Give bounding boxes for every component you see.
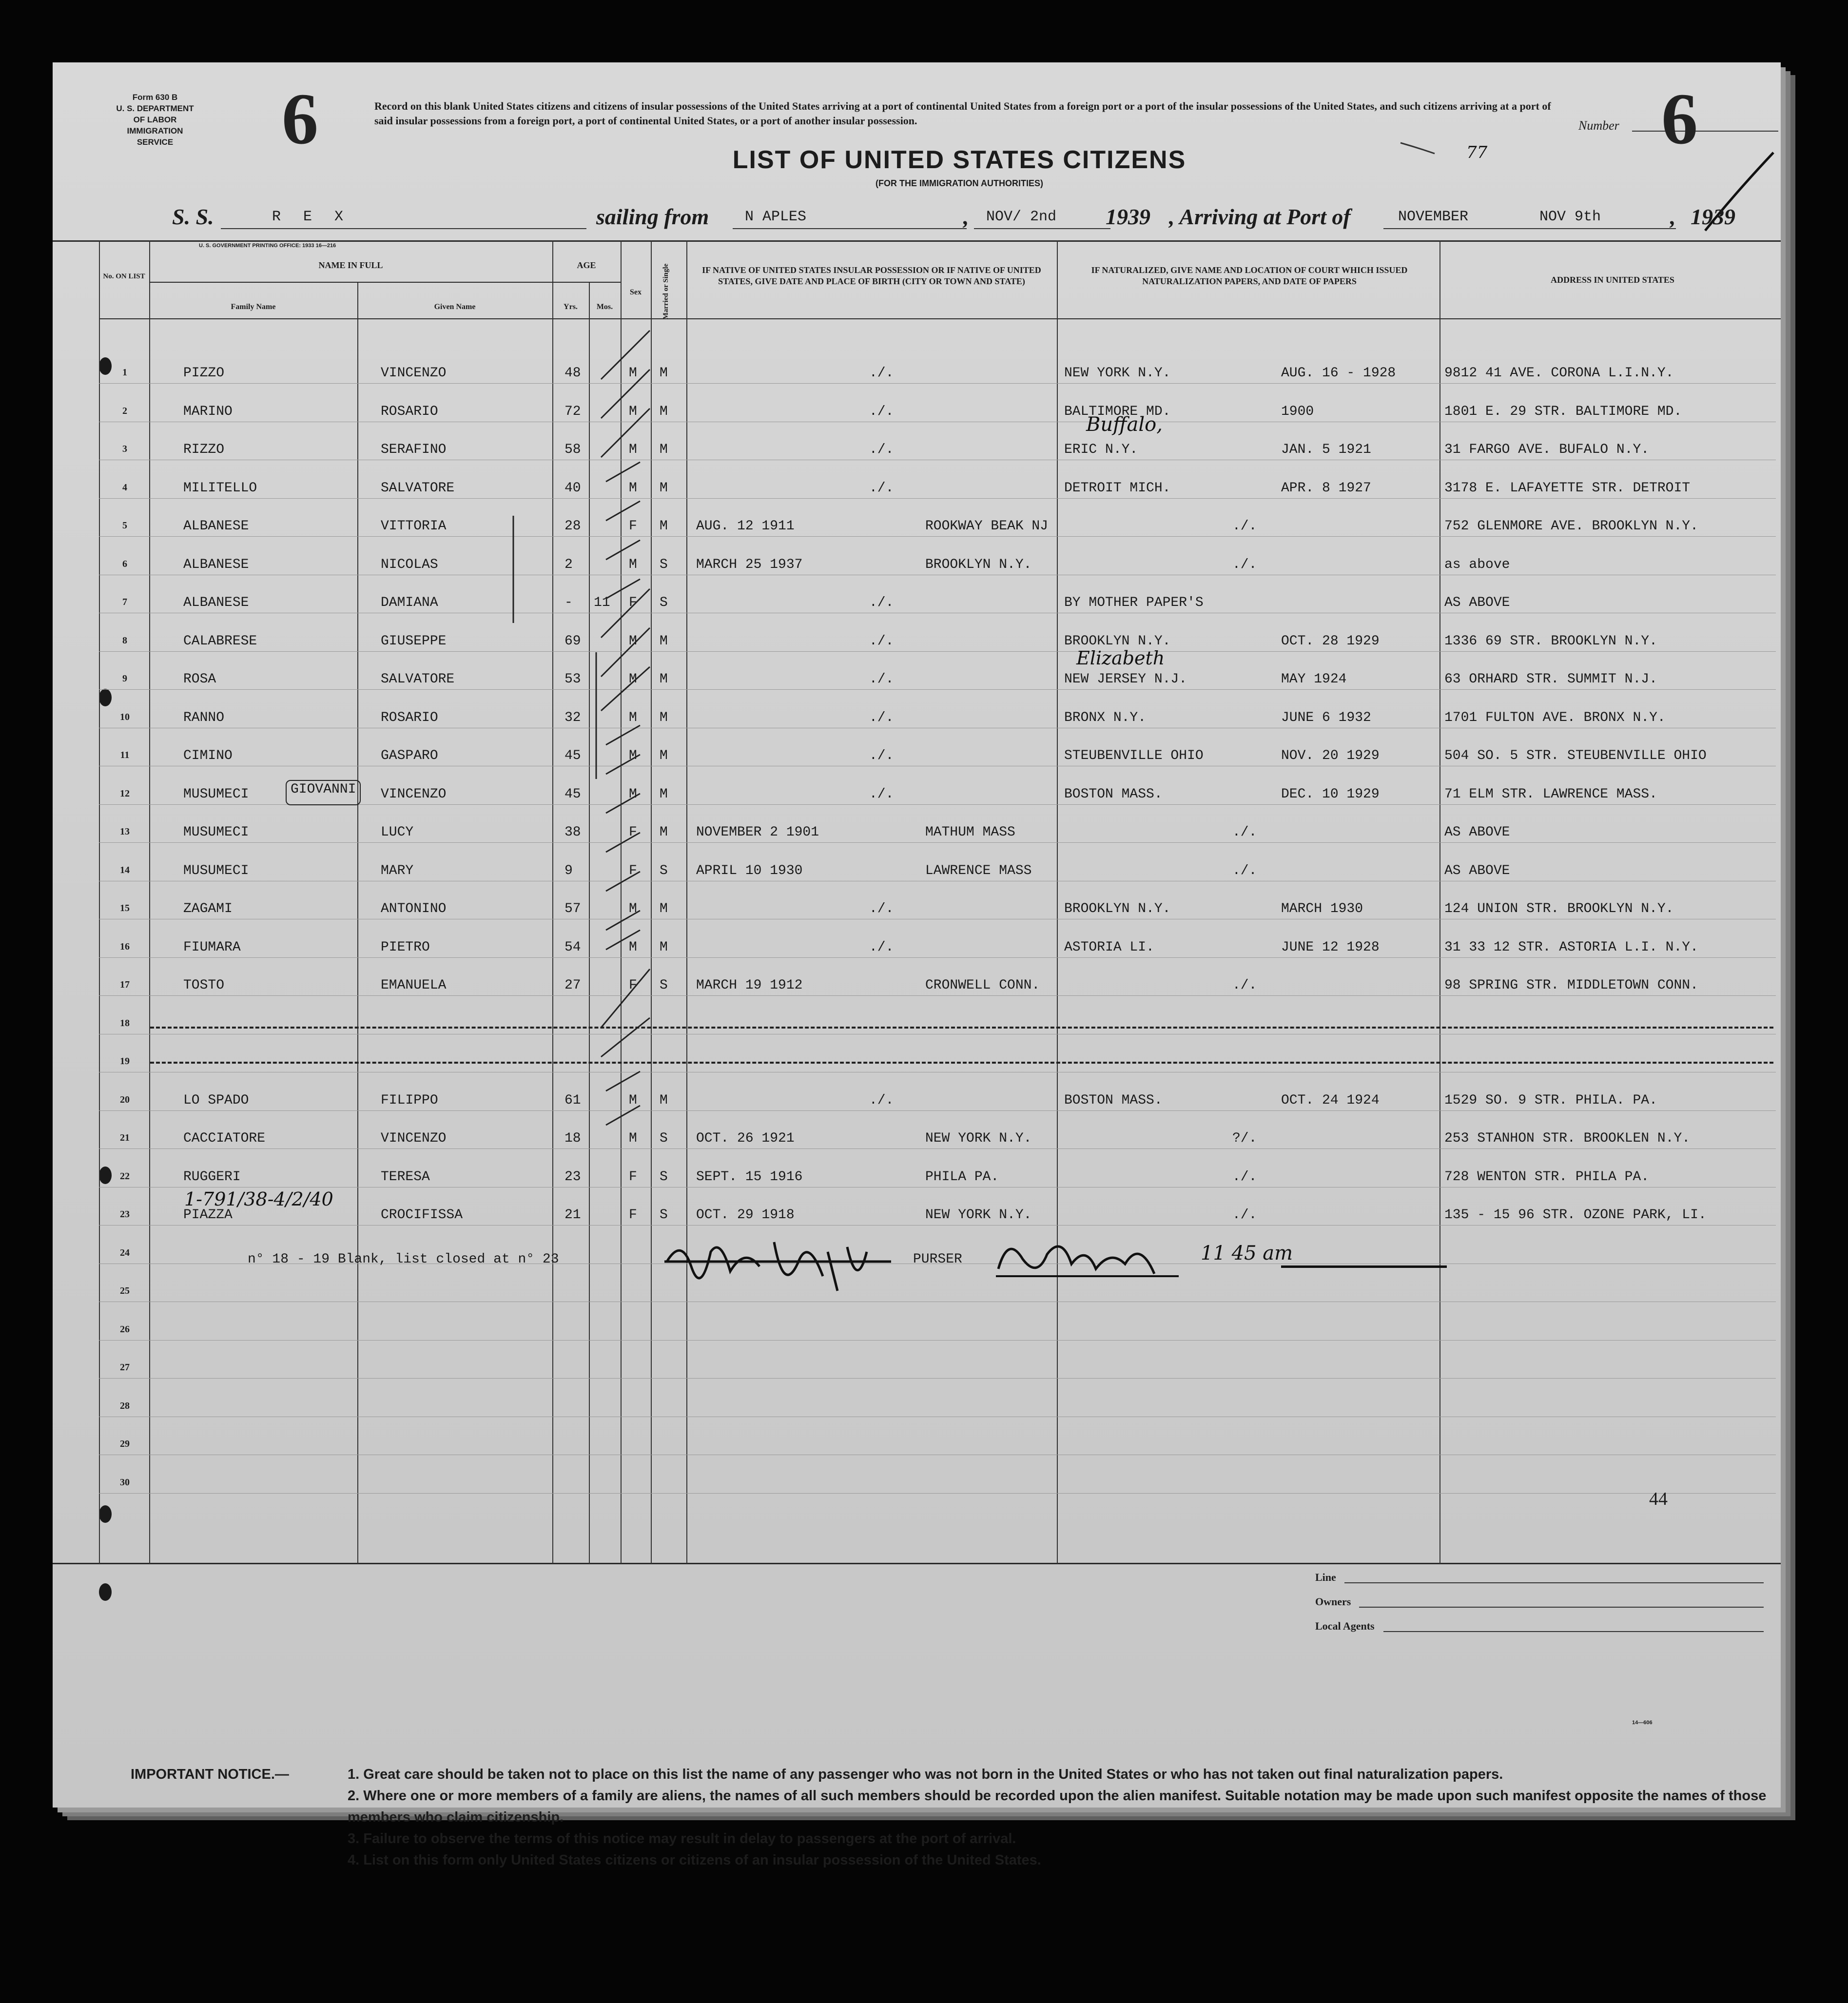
row-number: 19 bbox=[120, 1056, 130, 1067]
sex: F bbox=[629, 1207, 637, 1223]
service: IMMIGRATION SERVICE bbox=[127, 126, 183, 147]
ruled-line bbox=[99, 1493, 1776, 1494]
family-name: ROSA bbox=[183, 672, 216, 687]
col-naturalized: IF NATURALIZED, GIVE NAME AND LOCATION OF COURT WHICH ISSUED NATURALIZATION PAPERS, AND DATE OF PAPERS bbox=[1091, 265, 1408, 286]
family-name: ZAGAMI bbox=[183, 901, 233, 916]
birth-date: NOVEMBER 2 1901 bbox=[696, 825, 819, 840]
corner-code: 14—606 bbox=[1632, 1720, 1653, 1726]
sex: M bbox=[629, 442, 637, 457]
ss-label: S. S. bbox=[172, 204, 214, 229]
arriving-label: , Arriving at Port of bbox=[1169, 204, 1351, 229]
address: 1336 69 STR. BROOKLYN N.Y. bbox=[1444, 633, 1657, 649]
papers-date: MARCH 1930 bbox=[1281, 901, 1363, 916]
row-number: 21 bbox=[120, 1132, 130, 1143]
form-identifier bbox=[114, 92, 196, 148]
record-instructions: Record on this blank United States citizens and citizens of insular possessions of the United States arriving at a port of continental United States from a foreign port or a port of the insular possessions of the United States, and such citizens arriving at a port of said insular possessions from a foreign port, a port of continental United States, or a port of another insular possession. bbox=[374, 100, 1551, 127]
papers-date: ./. bbox=[1232, 825, 1257, 840]
mark-77: 77 bbox=[1466, 143, 1488, 162]
given-name: ROSARIO bbox=[381, 404, 438, 419]
given-name: ROSARIO bbox=[381, 710, 438, 725]
row-number: 7 bbox=[122, 597, 127, 607]
given-name: SALVATORE bbox=[381, 672, 455, 687]
row-number: 10 bbox=[120, 711, 130, 722]
birth-place: NEW YORK N.Y. bbox=[925, 1131, 1032, 1146]
birth-place: ./. bbox=[869, 901, 894, 916]
notice-item: 3. Failure to observe the terms of this notice may result in delay to passengers at the port of arrival. bbox=[348, 1831, 1016, 1847]
sailing-label: sailing from bbox=[596, 204, 709, 229]
address: 63 ORHARD STR. SUMMIT N.J. bbox=[1444, 672, 1657, 687]
address: 504 SO. 5 STR. STEUBENVILLE OHIO bbox=[1444, 748, 1707, 763]
family-name: RIZZO bbox=[183, 442, 225, 457]
sex: M bbox=[629, 939, 637, 955]
papers-date: OCT. 28 1929 bbox=[1281, 633, 1380, 649]
sex: F bbox=[629, 595, 637, 610]
row-number: 18 bbox=[120, 1017, 130, 1029]
row-number: 8 bbox=[122, 635, 127, 646]
birth-place: ./. bbox=[869, 710, 894, 725]
papers-date: ./. bbox=[1232, 1207, 1257, 1223]
birth-date: OCT. 29 1918 bbox=[696, 1207, 795, 1223]
row-number: 3 bbox=[122, 444, 127, 454]
sex: F bbox=[629, 519, 637, 534]
papers-date: AUG. 16 - 1928 bbox=[1281, 366, 1396, 381]
family-name: MILITELLO bbox=[183, 480, 257, 496]
given-name: GASPARO bbox=[381, 748, 438, 763]
address: 98 SPRING STR. MIDDLETOWN CONN. bbox=[1444, 978, 1698, 993]
birth-place: ./. bbox=[869, 1092, 894, 1108]
family-name: CIMINO bbox=[183, 748, 233, 763]
birth-place: ./. bbox=[869, 672, 894, 687]
ruled-line bbox=[99, 1148, 1776, 1149]
printer-note: U. S. GOVERNMENT PRINTING OFFICE: 1933 16—216 bbox=[199, 243, 336, 249]
birth-date: MARCH 19 1912 bbox=[696, 978, 803, 993]
papers-date: ./. bbox=[1232, 978, 1257, 993]
papers-date: DEC. 10 1929 bbox=[1281, 786, 1380, 802]
age-years: 21 bbox=[564, 1207, 581, 1223]
marital-status: M bbox=[660, 633, 668, 649]
pencil-stroke-icon bbox=[1398, 138, 1437, 157]
birth-place: ./. bbox=[869, 595, 894, 610]
age-years: - bbox=[564, 595, 573, 610]
age-years: 69 bbox=[564, 633, 581, 649]
age-years: 72 bbox=[564, 404, 581, 419]
court-location: BROOKLYN N.Y. bbox=[1064, 633, 1171, 649]
col-family-name: Family Name bbox=[231, 303, 276, 311]
row-number: 6 bbox=[122, 558, 127, 569]
given-name: MARY bbox=[381, 863, 414, 878]
ruled-line bbox=[99, 498, 1776, 499]
birth-date: SEPT. 15 1916 bbox=[696, 1169, 803, 1185]
address: 752 GLENMORE AVE. BROOKLYN N.Y. bbox=[1444, 519, 1698, 534]
form-number: Form 630 B bbox=[132, 93, 178, 102]
birth-date: AUG. 12 1911 bbox=[696, 519, 795, 534]
marital-status: M bbox=[660, 901, 668, 916]
address: AS ABOVE bbox=[1444, 825, 1510, 840]
court-location: STEUBENVILLE OHIO bbox=[1064, 748, 1204, 763]
given-name: SALVATORE bbox=[381, 480, 455, 496]
family-name: CACCIATORE bbox=[183, 1131, 266, 1146]
row-number: 29 bbox=[120, 1439, 130, 1449]
row-number: 23 bbox=[120, 1209, 130, 1220]
signature-icon bbox=[993, 1230, 1198, 1288]
birth-place: CRONWELL CONN. bbox=[925, 978, 1040, 993]
address: 253 STANHON STR. BROOKLEN N.Y. bbox=[1444, 1131, 1691, 1146]
given-name: VINCENZO bbox=[381, 366, 447, 381]
sheet-mark: 6 bbox=[282, 78, 318, 159]
row-number: 13 bbox=[120, 826, 130, 837]
ship-name: R E X bbox=[272, 209, 350, 225]
address: AS ABOVE bbox=[1444, 595, 1510, 610]
line-label: Line bbox=[1315, 1571, 1336, 1583]
family-name: MUSUMECI bbox=[183, 825, 249, 840]
birth-place: PHILA PA. bbox=[925, 1169, 999, 1185]
ruled-line bbox=[99, 957, 1776, 958]
punch-hole bbox=[99, 1583, 112, 1601]
given-name: CROCIFISSA bbox=[381, 1207, 463, 1223]
family-name: ALBANESE bbox=[183, 557, 249, 572]
row-number: 24 bbox=[120, 1247, 130, 1258]
page-subtitle: (FOR THE IMMIGRATION AUTHORITIES) bbox=[875, 178, 1043, 188]
age-years: 9 bbox=[564, 863, 573, 878]
given-name: GIUSEPPE bbox=[381, 633, 447, 649]
birth-place: ./. bbox=[869, 442, 894, 457]
address: 31 FARGO AVE. BUFALO N.Y. bbox=[1444, 442, 1650, 457]
birth-place: MATHUM MASS bbox=[925, 825, 1015, 840]
row-number: 14 bbox=[120, 864, 130, 875]
department: U. S. DEPARTMENT OF LABOR bbox=[116, 104, 194, 124]
court-location: ERIC N.Y. bbox=[1064, 442, 1138, 457]
birth-date: APRIL 10 1930 bbox=[696, 863, 803, 878]
departure-port: N APLES bbox=[745, 209, 807, 225]
given-name: PIETRO bbox=[381, 939, 430, 955]
sex: M bbox=[629, 633, 637, 649]
family-name: LO SPADO bbox=[183, 1092, 249, 1108]
given-name: ANTONINO bbox=[381, 901, 447, 916]
marital-status: M bbox=[660, 672, 668, 687]
sex: M bbox=[629, 1092, 637, 1108]
col-sex: Sex bbox=[630, 288, 642, 296]
age-years: 53 bbox=[564, 672, 581, 687]
sex: M bbox=[629, 1131, 637, 1146]
row-number: 1 bbox=[122, 367, 127, 378]
given-name: SERAFINO bbox=[381, 442, 447, 457]
row-number: 20 bbox=[120, 1094, 130, 1105]
family-name: MARINO bbox=[183, 404, 233, 419]
given-name: NICOLAS bbox=[381, 557, 438, 572]
marital-status: M bbox=[660, 939, 668, 955]
row-number: 16 bbox=[120, 941, 130, 952]
col-yrs: Yrs. bbox=[564, 303, 578, 311]
row-number: 15 bbox=[120, 903, 130, 914]
birth-place: ./. bbox=[869, 404, 894, 419]
family-name: FIUMARA bbox=[183, 939, 241, 955]
sex: F bbox=[629, 825, 637, 840]
papers-date: OCT. 24 1924 bbox=[1281, 1092, 1380, 1108]
row-number: 17 bbox=[120, 979, 130, 990]
address: as above bbox=[1444, 557, 1510, 572]
birth-place: ROOKWAY BEAK NJ bbox=[925, 519, 1049, 534]
sex: M bbox=[629, 748, 637, 763]
annotation-elizabeth: Elizabeth bbox=[1076, 647, 1165, 669]
annotation-buffalo: Buffalo, bbox=[1086, 413, 1163, 436]
marital-status: M bbox=[660, 519, 668, 534]
col-address: ADDRESS IN UNITED STATES bbox=[1551, 275, 1674, 285]
court-location: BALTIMORE MD. bbox=[1064, 404, 1171, 419]
col-given-name: Given Name bbox=[434, 303, 476, 311]
given-name: LUCY bbox=[381, 825, 414, 840]
arrival-date: NOV 9th bbox=[1539, 209, 1601, 225]
ruled-line bbox=[99, 995, 1776, 996]
notice-item: 4. List on this form only United States citizens or citizens of an insular possession of the United States. bbox=[348, 1852, 1041, 1868]
marital-status: M bbox=[660, 1092, 668, 1108]
age-years: 28 bbox=[564, 519, 581, 534]
family-name: PIZZO bbox=[183, 366, 225, 381]
birth-place: LAWRENCE MASS bbox=[925, 863, 1032, 878]
marital-status: S bbox=[660, 557, 668, 572]
row-number: 26 bbox=[120, 1323, 130, 1335]
age-years: 2 bbox=[564, 557, 573, 572]
bracket-line-icon bbox=[594, 647, 613, 784]
ruled-line bbox=[99, 689, 1776, 690]
sex: M bbox=[629, 480, 637, 496]
page-title: LIST OF UNITED STATES CITIZENS bbox=[732, 146, 1187, 174]
ruled-line bbox=[99, 1340, 1776, 1341]
age-years: 57 bbox=[564, 901, 581, 916]
marital-status: M bbox=[660, 710, 668, 725]
birth-date: MARCH 25 1937 bbox=[696, 557, 803, 572]
punch-hole bbox=[99, 1505, 112, 1523]
row-number: 9 bbox=[122, 673, 127, 684]
marital-status: S bbox=[660, 978, 668, 993]
given-name: EMANUELA bbox=[381, 978, 447, 993]
row-number: 4 bbox=[122, 482, 127, 493]
birth-place: ./. bbox=[869, 939, 894, 955]
age-years: 32 bbox=[564, 710, 581, 725]
given-name: DAMIANA bbox=[381, 595, 438, 610]
age-years: 58 bbox=[564, 442, 581, 457]
court-location: BOSTON MASS. bbox=[1064, 1092, 1163, 1108]
age-years: 38 bbox=[564, 825, 581, 840]
marital-status: M bbox=[660, 748, 668, 763]
sex: F bbox=[629, 863, 637, 878]
court-location: NEW YORK N.Y. bbox=[1064, 366, 1171, 381]
marital-status: S bbox=[660, 1169, 668, 1185]
col-married-single: Married or Single bbox=[662, 263, 670, 320]
sex: M bbox=[629, 710, 637, 725]
closing-time: 11 45 am bbox=[1201, 1242, 1293, 1264]
court-location: BROOKLYN N.Y. bbox=[1064, 901, 1171, 916]
family-name: TOSTO bbox=[183, 978, 225, 993]
address: 31 33 12 STR. ASTORIA L.I. N.Y. bbox=[1444, 939, 1698, 955]
papers-date: ?/. bbox=[1232, 1131, 1257, 1146]
family-name: MUSUMECI bbox=[183, 786, 249, 802]
marital-status: M bbox=[660, 480, 668, 496]
bracket-line-icon bbox=[506, 511, 521, 628]
address: AS ABOVE bbox=[1444, 863, 1510, 878]
papers-date: ./. bbox=[1232, 519, 1257, 534]
papers-date: JUNE 6 1932 bbox=[1281, 710, 1371, 725]
sex: M bbox=[629, 404, 637, 419]
birth-place: ./. bbox=[869, 786, 894, 802]
sex: F bbox=[629, 978, 637, 993]
papers-date: MAY 1924 bbox=[1281, 672, 1347, 687]
papers-date: APR. 8 1927 bbox=[1281, 480, 1371, 496]
marital-status: S bbox=[660, 1207, 668, 1223]
sex: M bbox=[629, 557, 637, 572]
row-number: 30 bbox=[120, 1477, 130, 1488]
birth-place: NEW YORK N.Y. bbox=[925, 1207, 1032, 1223]
marital-status: M bbox=[660, 786, 668, 802]
col-no: No. ON LIST bbox=[103, 272, 145, 280]
notice-item: 1. Great care should be taken not to place on this list the name of any passenger who was not born in the United States or who has not taken out final naturalization papers. bbox=[348, 1767, 1503, 1782]
given-name: VINCENZO bbox=[381, 1131, 447, 1146]
punch-hole bbox=[99, 689, 112, 706]
row-number: 2 bbox=[122, 405, 127, 416]
marital-status: S bbox=[660, 863, 668, 878]
sex: F bbox=[629, 1169, 637, 1185]
family-name: RANNO bbox=[183, 710, 225, 725]
sex: M bbox=[629, 672, 637, 687]
given-name: VITTORIA bbox=[381, 519, 447, 534]
age-years: 45 bbox=[564, 748, 581, 763]
age-years: 18 bbox=[564, 1131, 581, 1146]
given-name: FILIPPO bbox=[381, 1092, 438, 1108]
row-number: 25 bbox=[120, 1285, 130, 1296]
sail-year: 1939 bbox=[1106, 204, 1150, 229]
family-name: RUGGERI bbox=[183, 1169, 241, 1185]
address: 9812 41 AVE. CORONA L.I.N.Y. bbox=[1444, 366, 1674, 381]
papers-date: JAN. 5 1921 bbox=[1281, 442, 1371, 457]
birth-place: ./. bbox=[869, 480, 894, 496]
annotation-giovanni: GIOVANNI bbox=[291, 782, 356, 797]
ruled-line bbox=[99, 842, 1776, 843]
row-number: 11 bbox=[120, 750, 130, 760]
address: 3178 E. LAFAYETTE STR. DETROIT bbox=[1444, 480, 1691, 496]
court-location: DETROIT MICH. bbox=[1064, 480, 1171, 496]
family-name: PIAZZA bbox=[183, 1207, 233, 1223]
age-years: 48 bbox=[564, 366, 581, 381]
birth-place: ./. bbox=[869, 748, 894, 763]
address: 71 ELM STR. LAWRENCE MASS. bbox=[1444, 786, 1657, 802]
marital-status: M bbox=[660, 404, 668, 419]
marital-status: M bbox=[660, 825, 668, 840]
number-label: Number bbox=[1578, 118, 1619, 133]
marital-status: S bbox=[660, 595, 668, 610]
age-years: 54 bbox=[564, 939, 581, 955]
page-count: 44 bbox=[1649, 1489, 1668, 1509]
age-years: 61 bbox=[564, 1092, 581, 1108]
notice-lead: IMPORTANT NOTICE.— bbox=[131, 1767, 289, 1782]
sex: M bbox=[629, 366, 637, 381]
agents-label: Local Agents bbox=[1315, 1620, 1375, 1632]
birth-date: OCT. 26 1921 bbox=[696, 1131, 795, 1146]
address: 124 UNION STR. BROOKLYN N.Y. bbox=[1444, 901, 1674, 916]
col-native-birth: IF NATIVE OF UNITED STATES INSULAR POSSESSION OR IF NATIVE OF UNITED STATES, GIVE DATE AND PLACE OF BIRTH (CITY OR TOWN AND STATE) bbox=[702, 265, 1041, 286]
papers-date: ./. bbox=[1232, 557, 1257, 572]
court-location: BOSTON MASS. bbox=[1064, 786, 1163, 802]
row-number: 22 bbox=[120, 1170, 130, 1182]
age-years: 40 bbox=[564, 480, 581, 496]
family-name: MUSUMECI bbox=[183, 863, 249, 878]
row-number: 28 bbox=[120, 1400, 130, 1411]
annotation-row-23: 1-791/38-4/2/40 bbox=[184, 1188, 333, 1210]
birth-place: ./. bbox=[869, 633, 894, 649]
ruled-line bbox=[99, 651, 1776, 652]
given-name: VINCENZO bbox=[381, 786, 447, 802]
court-location: NEW JERSEY N.J. bbox=[1064, 672, 1187, 687]
blank-row-19-cancel bbox=[150, 1062, 1773, 1064]
closing-line: n° 18 - 19 Blank, list closed at n° 23 bbox=[248, 1252, 559, 1267]
manifest-page: Form 630 B U. S. DEPARTMENT OF LABOR IMMIGRATION SERVICE 6 Record on this blank United States citizens and citizens of insular possessions of the United States arriving at a port of continental United States from a foreign port or a port of the insular possessions of the United States, and such citizens arriving at a port of said insular possessions from a foreign port, a port of continental United States, or a port of another insular possession. LIST OF UNITED STATES CITIZENS (FOR THE IMMIGRATION AUTHORITIES) Number 6 77 S. S. R E X sailing from N APLES , NOV/ 2nd 1939 , Arriving at Port of NOVEMBER NOV 9th , 1939 U. S. GOVERNMENT PRINTING OFFICE: 1933 16—216 No. ON LIST NAME IN FULL Family Name Given Name AGE Yrs. Mos. Sex Married or Single IF NATIVE OF UNITED STATES INSULAR POSSESSION OR IF NATIVE OF UNITED STATES, GIVE DATE AND PLACE OF BIRTH (CITY OR TOWN AND STATE) IF NATURALIZED, GIVE NAME AND LOCATION OF COURT WHICH ISSUED NATURALIZATION PAPERS, AND DATE OF PAPERS ADDRESS IN UNITED STATES 1 2 3 4 5 6 7 8 9 10 11 12 13 14 15 16 17 18 19 20 21 22 23 24 25 26 27 28 29 30 PIZZO VINCENZO 48 M M ./. NEW YORK N.Y. AUG. 16 - 1928 9812 41 AVE. CORONA L.I.N.Y. MARINO ROSARIO 72 M M ./. BALTIMORE MD. 1900 1801 E. 29 STR. BALTIMORE MD. RIZZO SERAFINO 58 M M ./. ERIC N.Y. JAN. 5 1921 31 FARGO AVE. BUFALO N.Y. MILITELLO SALVATORE 40 M M ./. DETROIT MICH. APR. 8 1927 3178 E. LAFAYETTE STR. DETROIT ALBANESE VITTORIA 28 F M AUG. 12 1911 ROOKWAY BEAK NJ ./. 752 GLENMORE AVE. BROOKLYN N.Y. ALBANESE NICOLAS 2 M S MARCH 25 1937 BROOKLYN N.Y. ./. as above ALBANESE DAMIANA - 11 F S ./. BY MOTHER PAPER'S AS ABOVE CALABRESE GIUSEPPE 69 M M ./. BROOKLYN N.Y. OCT. 28 1929 1336 69 STR. BROOKLYN N.Y. ROSA SALVATORE 53 M M ./. NEW JERSEY N.J. MAY 1924 63 ORHARD STR. SUMMIT N.J. RANNO ROSARIO 32 M M ./. BRONX N.Y. JUNE 6 1932 1701 FULTON AVE. BRONX N.Y. CIMINO GASPARO 45 M M ./. STEUBENVILLE OHIO NOV. 20 1929 504 SO. 5 STR. STEUBENVILLE OHIO MUSUMECI VINCENZO 45 M M ./. BOSTON MASS. DEC. 10 1929 71 ELM STR. LAWRENCE MASS. MUSUMECI LUCY 38 F M NOVEMBER 2 1901 MATHUM MASS ./. AS ABOVE MUSUMECI MARY 9 F S APRIL 10 1930 LAWRENCE MASS ./. AS ABOVE ZAGAMI ANTONINO 57 M M ./. BROOKLYN N.Y. MARCH 1930 124 UNION STR. BROOKLYN N.Y. FIUMARA PIETRO 54 M M ./. ASTORIA LI. JUNE 12 1928 31 33 12 STR. ASTORIA L.I. N.Y. TOSTO EMANUELA 27 F S MARCH 19 1912 CRONWELL CONN. ./. 98 SPRING STR. MIDDLETOWN CONN. LO SPADO FILIPPO 61 M M ./. BOSTON MASS. OCT. 24 1924 1529 SO. 9 STR. PHILA. PA. CACCIATORE VINCENZO 18 M S OCT. 26 1921 NEW YORK N.Y. ?/. 253 STANHON STR. BROOKLEN N.Y. RUGGERI TERESA 23 F S SEPT. 15 1916 PHILA PA. ./. 728 WENTON STR. PHILA PA. PIAZZA CROCIFISSA 21 F S OCT. 29 1918 NEW YORK N.Y. ./. 135 - 15 96 STR. OZONE PARK, LI. GIOVANNI Buffalo, Elizabeth 1-791/38-4/2/40 n° 18 - 19 Blank, list closed at n° 23 PURSER 11 45 am 44 Line Owners Local Agents 14—606 IMPORTANT NOTICE.— 1. Great care should be taken not to place on this list the name of any passenger who was not born in the United States or who has not taken out final naturalization papers. 2. Where one or more members of a family are aliens, the names of all such members should be recorded upon the alien manifest. Suitable notation may be made upon such manifest opposite the names of those members who claim citizenship. 3. Failure to observe the terms of this notice may result in delay to passengers at the port of arrival. 4. List on this form only United States citizens or citizens of an insular possession of the United States. bbox=[53, 62, 1781, 1808]
row-number: 27 bbox=[120, 1362, 130, 1373]
row-number: 5 bbox=[122, 520, 127, 531]
owners-label: Owners bbox=[1315, 1595, 1351, 1608]
court-location: BRONX N.Y. bbox=[1064, 710, 1147, 725]
ruled-line bbox=[99, 1110, 1776, 1111]
sex: M bbox=[629, 786, 637, 802]
marital-status: M bbox=[660, 366, 668, 381]
sex: M bbox=[629, 901, 637, 916]
marital-status: M bbox=[660, 442, 668, 457]
row-number: 12 bbox=[120, 788, 130, 799]
address: 1801 E. 29 STR. BALTIMORE MD. bbox=[1444, 404, 1682, 419]
table-top-rule bbox=[53, 240, 1781, 242]
family-name: ALBANESE bbox=[183, 595, 249, 610]
arrival-year: 1939 bbox=[1691, 204, 1735, 229]
notice-item: 2. Where one or more members of a family are aliens, the names of all such members should be recorded upon the alien manifest. Suitable notation may be made upon such manifest opposite the names of those members who claim citizenship. bbox=[348, 1788, 1767, 1825]
ruled-line bbox=[99, 383, 1776, 384]
ruled-line bbox=[99, 536, 1776, 537]
family-name: CALABRESE bbox=[183, 633, 257, 649]
given-name: TERESA bbox=[381, 1169, 430, 1185]
papers-date: ./. bbox=[1232, 863, 1257, 878]
blank-row-18-cancel bbox=[150, 1027, 1773, 1029]
age-years: 23 bbox=[564, 1169, 581, 1185]
papers-date: NOV. 20 1929 bbox=[1281, 748, 1380, 763]
address: 1701 FULTON AVE. BRONX N.Y. bbox=[1444, 710, 1666, 725]
age-months: 11 bbox=[594, 595, 610, 610]
family-name: ALBANESE bbox=[183, 519, 249, 534]
address: 728 WENTON STR. PHILA PA. bbox=[1444, 1169, 1650, 1185]
col-name-in-full: NAME IN FULL bbox=[318, 260, 383, 270]
age-years: 45 bbox=[564, 786, 581, 802]
sail-date: NOV/ 2nd bbox=[986, 209, 1057, 225]
birth-place: BROOKLYN N.Y. bbox=[925, 557, 1032, 572]
purser-label: PURSER bbox=[913, 1252, 962, 1267]
col-mos: Mos. bbox=[596, 303, 613, 311]
address: 135 - 15 96 STR. OZONE PARK, LI. bbox=[1444, 1207, 1707, 1223]
papers-date: JUNE 12 1928 bbox=[1281, 939, 1380, 955]
papers-date: ./. bbox=[1232, 1169, 1257, 1185]
age-years: 27 bbox=[564, 978, 581, 993]
ruled-line bbox=[99, 1378, 1776, 1379]
signature-icon bbox=[662, 1232, 896, 1301]
court-location: BY MOTHER PAPER'S bbox=[1064, 595, 1204, 610]
list-number: 6 bbox=[1661, 78, 1698, 159]
papers-date: 1900 bbox=[1281, 404, 1314, 419]
birth-place: ./. bbox=[869, 366, 894, 381]
address: 1529 SO. 9 STR. PHILA. PA. bbox=[1444, 1092, 1657, 1108]
arrival-port: NOVEMBER bbox=[1398, 209, 1469, 225]
court-location: ASTORIA LI. bbox=[1064, 939, 1154, 955]
marital-status: S bbox=[660, 1131, 668, 1146]
col-age: AGE bbox=[577, 260, 596, 270]
